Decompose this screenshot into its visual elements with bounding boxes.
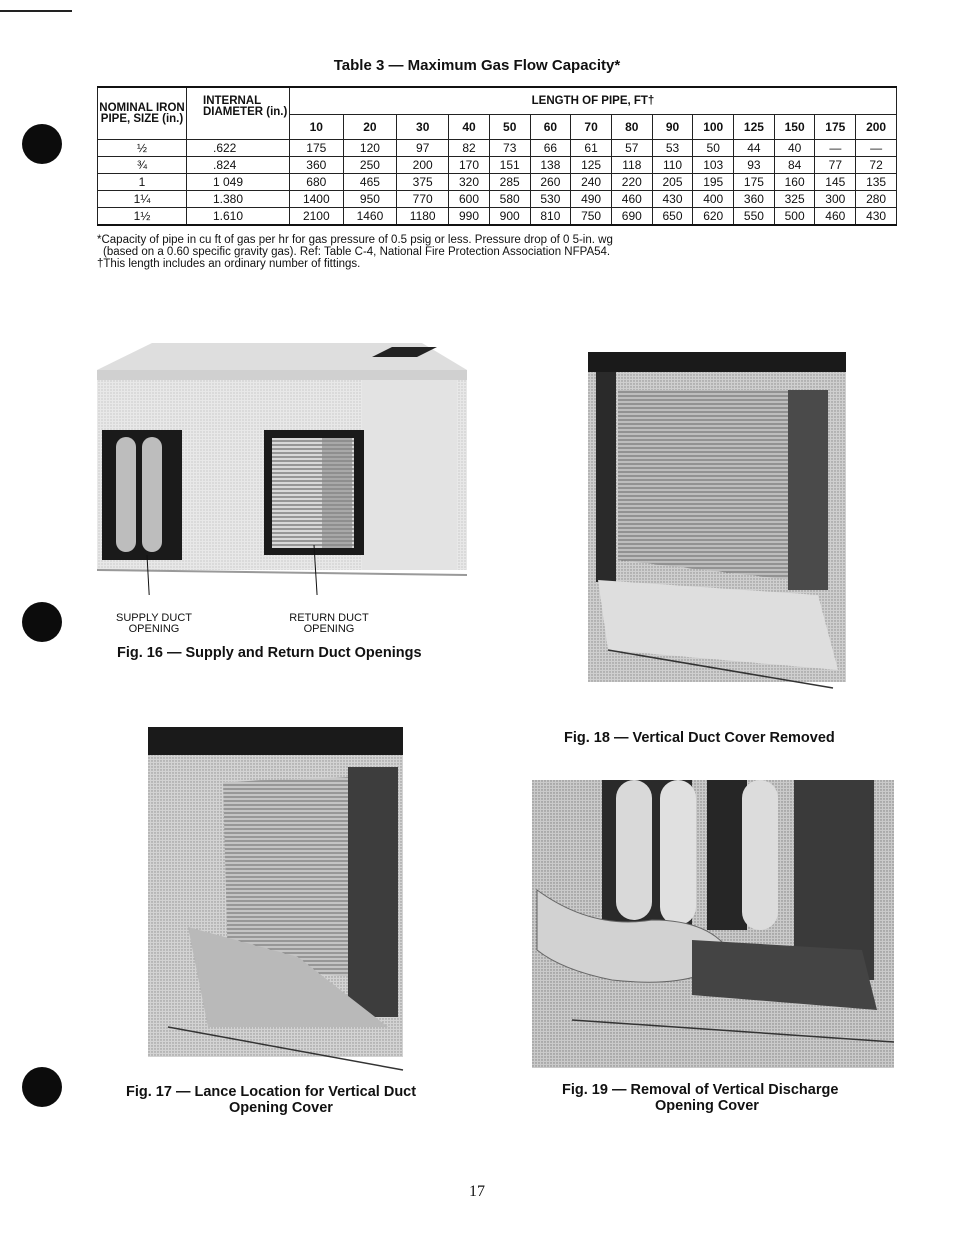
capacity-cell: 465 [343, 174, 397, 191]
capacity-cell: 530 [530, 191, 571, 208]
length-header-cell: 100 [693, 115, 734, 140]
pipe-size-cell: 1½ [98, 208, 187, 226]
capacity-cell: 430 [856, 208, 897, 226]
footnote-capacity: *Capacity of pipe in cu ft of gas per hr for gas pressure of 0.5 psig or less. Pressure drop of 0 5-in. wg [97, 234, 613, 246]
capacity-cell: 103 [693, 157, 734, 174]
capacity-cell: 320 [449, 174, 490, 191]
capacity-cell: 600 [449, 191, 490, 208]
table-row [98, 191, 897, 208]
length-header-cell: 40 [449, 115, 490, 140]
supply-duct-label [110, 613, 198, 635]
capacity-cell: 200 [397, 157, 449, 174]
fig17-caption-line1: Fig. 17 — Lance Location for Vertical Duct [126, 1084, 417, 1100]
capacity-cell: 300 [815, 191, 856, 208]
capacity-cell: 82 [449, 140, 490, 157]
capacity-cell: 360 [734, 191, 775, 208]
table-footnotes [97, 234, 797, 270]
fig19-caption-line1: Fig. 19 — Removal of Vertical Discharge [562, 1082, 839, 1098]
table-row [98, 174, 897, 191]
binder-hole-top [22, 124, 62, 164]
return-duct-label [284, 613, 374, 635]
capacity-cell: 160 [774, 174, 815, 191]
capacity-cell: 57 [611, 140, 652, 157]
capacity-cell: 1180 [397, 208, 449, 226]
capacity-cell: 44 [734, 140, 775, 157]
capacity-cell: 72 [856, 157, 897, 174]
length-header-cell: 200 [856, 115, 897, 140]
capacity-cell: 360 [290, 157, 344, 174]
internal-diameter-cell: 1.610 [187, 208, 290, 226]
binder-hole-bottom [22, 1067, 62, 1107]
capacity-cell: 770 [397, 191, 449, 208]
table-row [98, 208, 897, 226]
fig19-caption-line2: Opening Cover [655, 1098, 759, 1114]
capacity-cell: 680 [290, 174, 344, 191]
capacity-cell: 990 [449, 208, 490, 226]
length-header-cell: 150 [774, 115, 815, 140]
capacity-cell: 900 [489, 208, 530, 226]
header-nominal-size: NOMINAL IRON PIPE, SIZE (in.) [98, 87, 187, 140]
internal-diameter-cell: .622 [187, 140, 290, 157]
table-title: Table 3 — Maximum Gas Flow Capacity* [333, 57, 621, 74]
fig17-caption [126, 1084, 416, 1116]
capacity-cell: 220 [611, 174, 652, 191]
table-row [98, 157, 897, 174]
pipe-size-cell: ¾ [98, 157, 187, 174]
capacity-cell: 118 [611, 157, 652, 174]
capacity-cell: 97 [397, 140, 449, 157]
capacity-cell: 135 [856, 174, 897, 191]
capacity-cell: 61 [571, 140, 612, 157]
capacity-cell: 750 [571, 208, 612, 226]
return-duct-label-line2: OPENING [303, 623, 355, 635]
capacity-cell: 1400 [290, 191, 344, 208]
capacity-cell: 240 [571, 174, 612, 191]
capacity-cell: 690 [611, 208, 652, 226]
capacity-cell: 810 [530, 208, 571, 226]
pipe-size-cell: ½ [98, 140, 187, 157]
capacity-cell: 580 [489, 191, 530, 208]
internal-diameter-cell: .824 [187, 157, 290, 174]
capacity-cell: 175 [734, 174, 775, 191]
capacity-cell: 151 [489, 157, 530, 174]
capacity-cell: 280 [856, 191, 897, 208]
footnote-fittings: †This length includes an ordinary number of fittings. [97, 258, 361, 270]
capacity-cell: 550 [734, 208, 775, 226]
capacity-cell: 2100 [290, 208, 344, 226]
capacity-cell: 53 [652, 140, 693, 157]
length-header-cell: 80 [611, 115, 652, 140]
capacity-cell: 110 [652, 157, 693, 174]
length-header-cell: 125 [734, 115, 775, 140]
capacity-cell: — [815, 140, 856, 157]
fig19-removal-illustration [532, 780, 896, 1070]
capacity-cell: 170 [449, 157, 490, 174]
capacity-cell: 195 [693, 174, 734, 191]
fig17-caption-line2: Opening Cover [229, 1100, 333, 1116]
internal-diameter-cell: 1.380 [187, 191, 290, 208]
capacity-cell: 66 [530, 140, 571, 157]
capacity-cell: 430 [652, 191, 693, 208]
capacity-cell: 400 [693, 191, 734, 208]
capacity-cell: 650 [652, 208, 693, 226]
supply-duct-label-line2: OPENING [128, 623, 180, 635]
length-header-cell: 70 [571, 115, 612, 140]
capacity-cell: 620 [693, 208, 734, 226]
capacity-cell: 250 [343, 157, 397, 174]
capacity-cell: 285 [489, 174, 530, 191]
length-header-cell: 20 [343, 115, 397, 140]
fig19-photo [532, 780, 896, 1070]
length-header-cell: 10 [290, 115, 344, 140]
capacity-cell: 325 [774, 191, 815, 208]
capacity-cell: 175 [290, 140, 344, 157]
capacity-cell: 120 [343, 140, 397, 157]
return-duct-label-line1: RETURN DUCT [289, 612, 369, 624]
capacity-cell: 490 [571, 191, 612, 208]
fig16-unit-illustration [92, 335, 477, 595]
capacity-cell: 950 [343, 191, 397, 208]
length-header-cell: 30 [397, 115, 449, 140]
capacity-cell: 93 [734, 157, 775, 174]
footnote-gravity: (based on a 0.60 specific gravity gas). Ref: Table C-4, National Fire Protection Association NFPA54. [103, 246, 611, 258]
capacity-cell: 145 [815, 174, 856, 191]
length-header-cell: 60 [530, 115, 571, 140]
table-body [98, 140, 897, 226]
capacity-cell: 500 [774, 208, 815, 226]
header-length-of-pipe: LENGTH OF PIPE, FT† [290, 87, 897, 115]
supply-duct-label-line1: SUPPLY DUCT [115, 612, 192, 624]
capacity-cell: 50 [693, 140, 734, 157]
capacity-cell: 460 [611, 191, 652, 208]
capacity-cell: 138 [530, 157, 571, 174]
length-header-cell: 90 [652, 115, 693, 140]
capacity-cell: 125 [571, 157, 612, 174]
capacity-cell: 73 [489, 140, 530, 157]
capacity-cell: — [856, 140, 897, 157]
fig19-caption [562, 1082, 838, 1114]
fig18-duct-illustration [588, 350, 848, 690]
fig16-photo [92, 335, 477, 595]
fig18-photo [588, 350, 848, 690]
header-internal-diameter: INTERNAL DIAMETER (in.) [187, 87, 290, 140]
capacity-cell: 460 [815, 208, 856, 226]
length-header-cell: 175 [815, 115, 856, 140]
capacity-cell: 77 [815, 157, 856, 174]
table-row [98, 140, 897, 157]
fig18-caption: Fig. 18 — Vertical Duct Cover Removed [564, 730, 835, 746]
fig16-caption: Fig. 16 — Supply and Return Duct Openings [117, 645, 422, 661]
capacity-cell: 205 [652, 174, 693, 191]
binder-hole-middle [22, 602, 62, 642]
page-number: 17 [469, 1183, 485, 1200]
pipe-size-cell: 1 [98, 174, 187, 191]
capacity-cell: 1460 [343, 208, 397, 226]
capacity-cell: 84 [774, 157, 815, 174]
capacity-cell: 375 [397, 174, 449, 191]
capacity-cell: 260 [530, 174, 571, 191]
pipe-size-cell: 1¼ [98, 191, 187, 208]
fig17-lance-illustration [148, 727, 405, 1072]
fig17-photo [148, 727, 405, 1072]
gas-flow-table [97, 86, 897, 226]
length-header-cell: 50 [489, 115, 530, 140]
top-rule [0, 10, 72, 12]
internal-diameter-cell: 1 049 [187, 174, 290, 191]
capacity-cell: 40 [774, 140, 815, 157]
